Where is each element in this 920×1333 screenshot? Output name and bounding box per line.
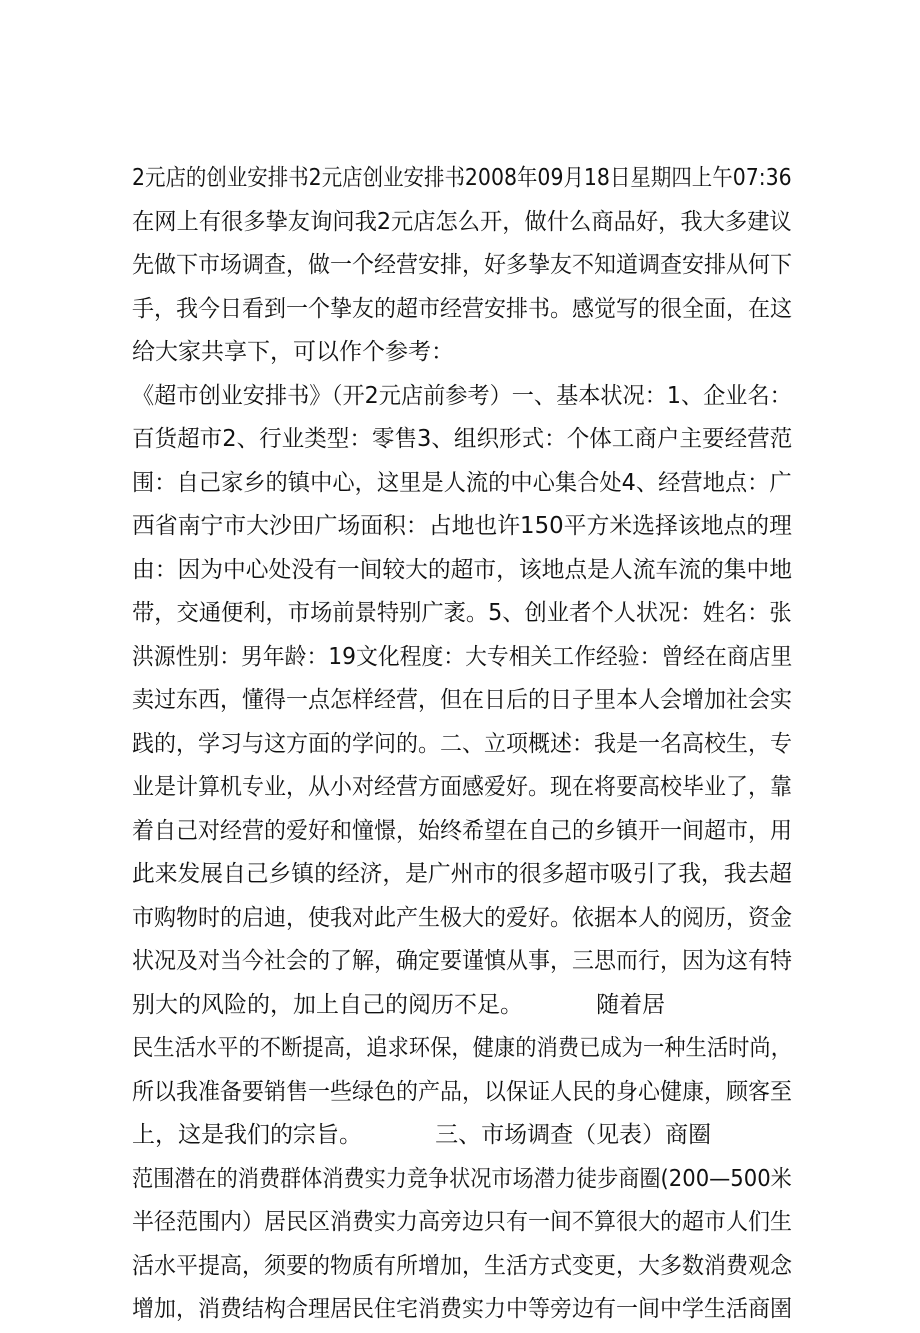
text-line: 先做下市场调查，做一个经营安排，好多挚友不知道调查安排从何下 — [132, 252, 792, 278]
text-line: 上，这是我们的宗旨。 三、市场调查（见表）商圈 — [132, 1122, 712, 1148]
text-line: 手，我今日看到一个挚友的超市经营安排书。感觉写的很全面，在这 — [132, 295, 792, 322]
text-line: 所以我准备要销售一些绿色的产品，以保证人民的身心健康，顾客至 — [132, 1078, 792, 1105]
text-line: 半径范围内）居民区消费实力高旁边只有一间不算很大的超市人们生 — [132, 1209, 792, 1235]
text-line: 状况及对当今社会的了解，确定要谨慎从事，三思而行，因为这有特 — [132, 948, 792, 974]
text-line: 给大家共享下，可以作个参考： — [132, 339, 454, 365]
text-line: 带，交通便利，市场前景特别广袤。5、创业者个人状况：姓名：张 — [132, 600, 792, 626]
text-line: 践的，学习与这方面的学问的。二、立项概述：我是一名高校生，专 — [132, 730, 792, 757]
text-line: 此来发展自己乡镇的经济，是广州市的很多超市吸引了我，我去超 — [132, 861, 792, 887]
text-line: 民生活水平的不断提高，追求环保，健康的消费已成为一种生活时尚， — [132, 1035, 792, 1061]
text-line: 活水平提高，须要的物质有所增加，生活方式变更，大多数消费观念 — [132, 1252, 792, 1279]
text-line: 卖过东西，懂得一点怎样经营，但在日后的日子里本人会增加社会实 — [132, 687, 792, 713]
document-body — [132, 158, 792, 1333]
text-line: 洪源性别：男年龄：19文化程度：大专相关工作经验：曾经在商店里 — [132, 643, 793, 670]
text-line: 西省南宁市大沙田广场面积：占地也许150平方米选择该地点的理 — [132, 513, 792, 539]
text-line: 着自己对经营的爱好和憧憬，始终希望在自己的乡镇开一间超市，用 — [132, 817, 792, 844]
text-line: 由：因为中心处没有一间较大的超市，该地点是人流车流的集中地 — [132, 556, 792, 583]
text-line: 围：自己家乡的镇中心，这里是人流的中心集合处4、经营地点：广 — [132, 469, 792, 496]
text-line: 2元店的创业安排书2元店创业安排书2008年09月18日星期四上午07:36 — [132, 165, 792, 191]
text-line: 范围潜在的消费群体消费实力竞争状况市场潜力徒步商圈(200—500米 — [132, 1165, 792, 1192]
text-line: 在网上有很多挚友询问我2元店怎么开，做什么商品好，我大多建议 — [132, 208, 792, 235]
text-line: 业是计算机专业，从小对经营方面感爱好。现在将要高校毕业了，靠 — [132, 774, 792, 800]
text-line: 市购物时的启迪，使我对此产生极大的爱好。依据本人的阅历，资金 — [132, 904, 792, 931]
text-line: 《超市创业安排书》（开2元店前参考）一、基本状况：1、企业名： — [132, 382, 792, 409]
text-line: 百货超市2、行业类型：零售3、组织形式：个体工商户主要经营范 — [132, 426, 793, 452]
text-line: 别大的风险的，加上自己的阅历不足。 随着居 — [132, 991, 666, 1018]
text-line: 增加，消费结构合理居民住宅消费实力中等旁边有一间中学生活商圉 — [132, 1296, 792, 1322]
